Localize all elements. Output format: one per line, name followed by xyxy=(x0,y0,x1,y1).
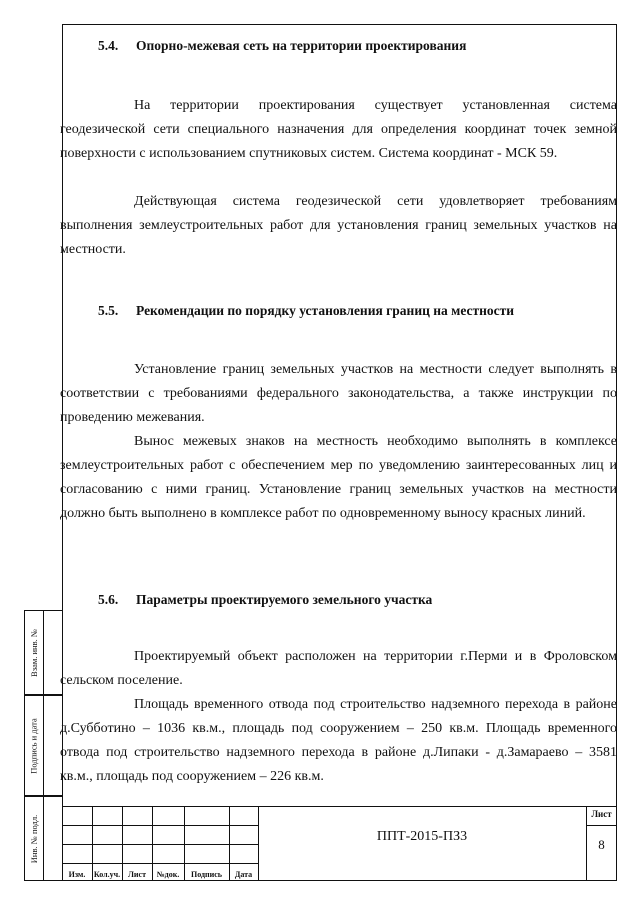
header-podpis: Подпись xyxy=(190,870,223,879)
paragraph: Действующая система геодезической сети удовлетворяет требованиям выполнения землеустроительных работ для установления границ земельных участков на местности. xyxy=(60,194,617,257)
section-title: Опорно-межевая сеть на территории проектирования xyxy=(136,38,467,53)
section-number: 5.4. xyxy=(98,38,119,53)
stamp-inv-podl: Инв. № подл. xyxy=(24,796,62,881)
stamp-vzam-inv: Взам. инв. № xyxy=(24,610,62,695)
header-izm: Изм. xyxy=(68,870,86,879)
paragraph: Установление границ земельных участков на местности следует выполнять в соответствии с требованиями федерального законодательства, а также инструкции по проведению межевания. xyxy=(60,362,617,425)
section-heading-5-6 xyxy=(98,592,432,608)
section-heading-5-5 xyxy=(98,303,514,319)
sheet-label: Лист xyxy=(591,809,612,819)
section-title: Рекомендации по порядку установления границ на местности xyxy=(136,303,515,318)
section-title: Параметры проектируемого земельного участка xyxy=(136,592,433,607)
paragraph: На территории проектирования существует установленная система геодезической сети специального назначения для определения координат точек земной поверхности с использованием спутниковых систем. Система координат - МСК 59. xyxy=(60,98,617,161)
section-number: 5.5. xyxy=(98,303,119,318)
header-data: Дата xyxy=(234,870,253,879)
header-list: Лист xyxy=(127,870,147,879)
paragraph: Площадь временного отвода под строительство надземного перехода в районе д.Субботино – 1036 кв.м., площадь под сооружением – 250 кв.м. Площадь временного отвода под строительство надземного перехода в районе д.Липаки - д.Замараево – 3581 кв.м., площадь под сооружением – 226 кв.м. xyxy=(60,697,617,784)
header-ndok: №док. xyxy=(156,870,180,879)
sheet-number: 8 xyxy=(598,837,605,852)
paragraph: Вынос межевых знаков на местность необходимо выполнять в комплексе землеустроительных работ с обеспечением мер по уведомлению заинтересованных лиц и согласованию с ними границ. Установление границ земельных участков на местности должно быть выполнено в комплексе работ по одновременному выносу красных линий. xyxy=(60,434,617,521)
section-number: 5.6. xyxy=(98,592,119,607)
paragraph: Проектируемый объект расположен на территории г.Перми и в Фроловском сельском поселение. xyxy=(60,649,617,688)
document-code: ППТ-2015-ПЗ3 xyxy=(376,829,468,844)
header-kol-uch: Кол.уч. xyxy=(93,870,121,879)
title-block xyxy=(62,806,617,881)
section-heading-5-4 xyxy=(98,38,466,54)
stamp-podpis-data: Подпись и дата xyxy=(24,695,62,796)
